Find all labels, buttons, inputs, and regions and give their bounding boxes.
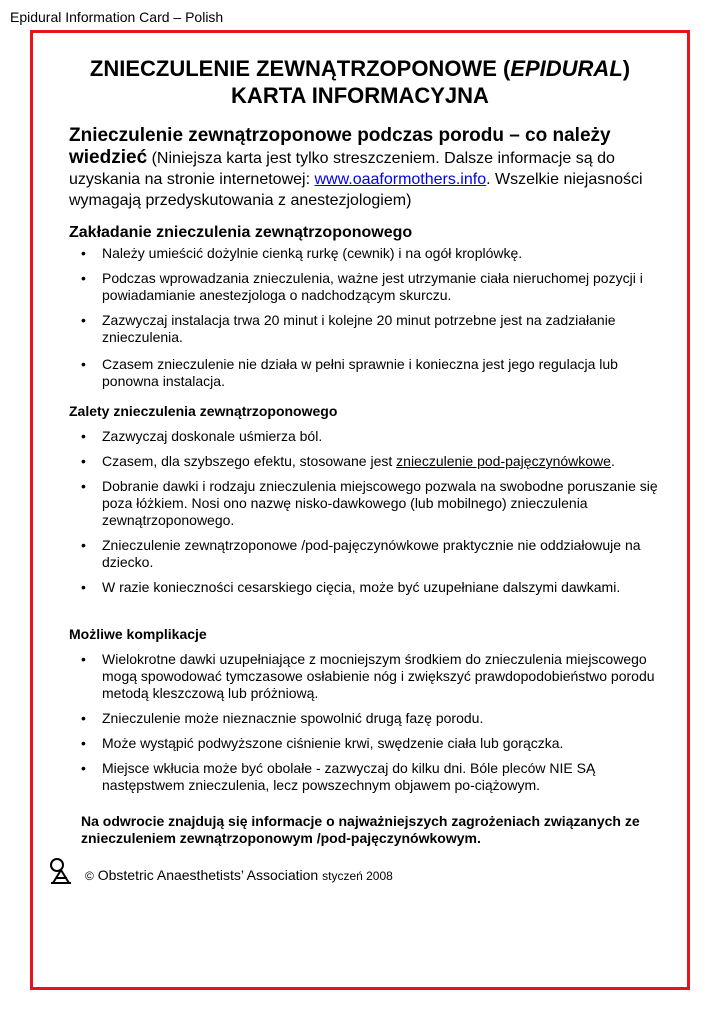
list-item: • Zazwyczaj doskonale uśmierza ból. [81,428,323,444]
list-item: • Należy umieścić dożylnie cienką rurkę (cewnik) i na ogół kroplówkę. [81,245,523,261]
list-item: • Znieczulenie zewnątrzoponowe /pod-pajęczynówkowe praktycznie nie oddziałowuje na dziecko. [81,537,641,570]
list-item: • Podczas wprowadzania znieczulenia, ważne jest utrzymanie ciała nieruchomej pozycji i powiadamianie anestezjologa o nadchodzącym skurczu. [81,270,643,303]
list-item: • Może wystąpić podwyższone ciśnienie krwi, swędzenie ciała lub gorączka. [81,735,564,751]
list-item: • Czasem znieczulenie nie działa w pełni sprawnie i konieczna jest jego regulacja lub ponowna instalacja. [81,356,618,389]
intro-lead: Znieczulenie zewnątrzoponowe podczas porodu – co należy wiedzieć [69,125,611,168]
bullet-dot: • [81,710,86,726]
benefits-list [69,428,659,596]
list-item: • Znieczulenie może nieznacznie spowolnić drugą fazę porodu. [81,710,484,726]
list-item: • Czasem, dla szybszego efektu, stosowane jest znieczulenie pod-pajęczynówkowe. [81,453,615,469]
organization-name: Obstetric Anaesthetists’ Association [97,867,319,883]
copyright-line [85,867,393,883]
complications-heading: Możliwe komplikacje [69,626,207,642]
title-line-1: ZNIECZULENIE ZEWNĄTRZOPONOWE (EPIDURAL) [89,56,631,81]
copyright-symbol: © [85,869,94,883]
list-item: • Miejsce wkłucia może być obolałe - zazwyczaj do kilku dni. Bóle pleców NIE SĄ następstwem znieczulenia, lecz powszechnym objawem po-ciążowym. [81,760,596,793]
bullet-dot: • [81,312,86,328]
placement-heading: Zakładanie znieczulenia zewnątrzoponowego [69,224,413,241]
bullet-dot: • [81,356,86,372]
page-title [33,55,687,109]
bullet-dot: • [81,478,86,494]
information-card [30,30,690,990]
list-item: • Wielokrotne dawki uzupełniające z mocniejszym środkiem do znieczulenia miejscowego mogą spowodować tymczasowe osłabienie nóg i zwiększyć prawdopodobieństwo porodu metodą kleszczową lub próżniową. [81,651,655,701]
copyright-date: styczeń 2008 [322,869,393,883]
complications-list [69,651,659,794]
oaa-logo-icon [49,857,73,885]
bullet-dot: • [81,270,86,286]
benefits-heading: Zalety znieczulenia zewnątrzoponowego [69,403,338,419]
bullet-dot: • [81,760,86,776]
list-item: • Zazwyczaj instalacja trwa 20 minut i kolejne 20 minut potrzebne jest na zadziałanie znieczulenia. [81,312,616,345]
bullet-dot: • [81,453,86,469]
bullet-dot: • [81,735,86,751]
bullet-dot: • [81,579,86,595]
bullet-dot: • [81,245,86,261]
title-line-2: KARTA INFORMACYJNA [231,83,489,108]
bullet-dot: • [81,428,86,444]
list-item: • Dobranie dawki i rodzaju znieczulenia miejscowego pozwala na swobodne poruszanie się poza łóżkiem. Nosi ono nazwę nisko-dawkowego (lub mobilnego) znieczulenia zewnątrzoponowego. [81,478,658,528]
intro-paragraph: Znieczulenie zewnątrzoponowe podczas porodu – co należy wiedzieć (Niniejsza karta jest tylko streszczeniem. Dalsze informacje są do uzyskania na stronie internetowej: www.oaaformothers.info. Wszelkie niejasności wymagają przedyskutowania z anestezjologiem) [69,125,643,209]
placement-list [69,245,659,390]
list-item: • W razie konieczności cesarskiego cięcia, może być uzupełniane dalszymi dawkami. [81,579,621,595]
spinal-anaesthesia-term: znieczulenie pod-pajęczynówkowe [396,453,611,469]
oaa-website-link[interactable]: www.oaaformothers.info [314,171,487,188]
bullet-dot: • [81,537,86,553]
bullet-dot: • [81,651,86,667]
card-header-label: Epidural Information Card – Polish [10,9,224,25]
back-side-note: Na odwrocie znajdują się informacje o najważniejszych zagrożeniach związanych ze znieczuleniem zewnątrzoponowym /pod-pajęczynówkowym. [81,813,640,846]
